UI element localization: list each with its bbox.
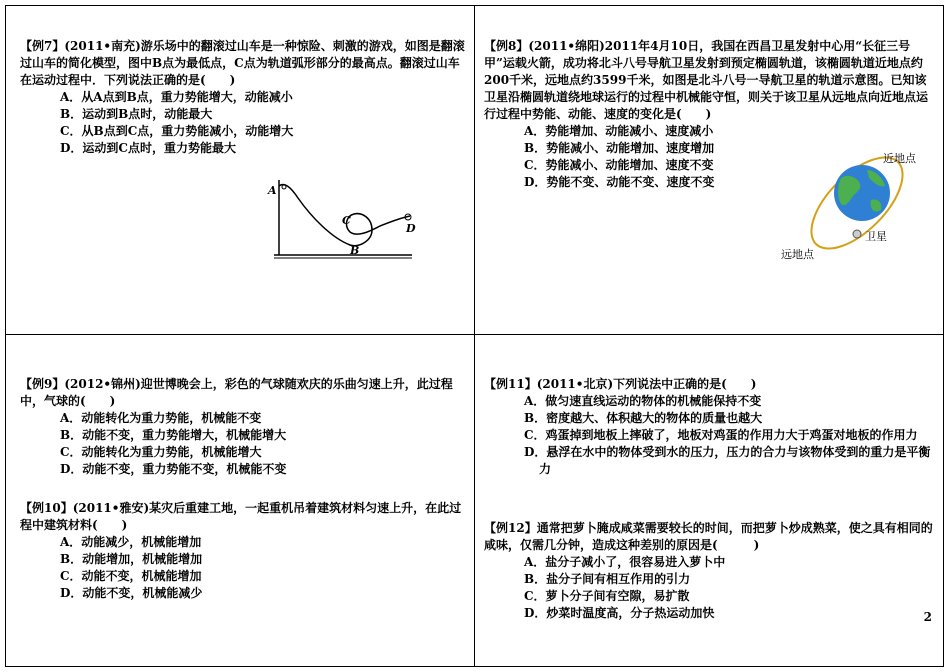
page-number: 2 [923, 610, 932, 624]
question-label: 【例10】 [20, 501, 73, 515]
option-c: C．萝卜分子间有空隙，易扩散 [524, 589, 690, 603]
question-11-stem [484, 376, 934, 393]
option-a: A．盐分子减小了，很容易进入萝卜中 [524, 555, 726, 569]
option-a: A．做匀速直线运动的物体的机械能保持不变 [524, 394, 762, 408]
vertical-divider [474, 5, 475, 667]
question-7 [20, 38, 465, 157]
option-d: D．运动到C点时，重力势能最大 [60, 141, 236, 155]
question-text: (2011•北京)下列说法中正确的是( ) [536, 377, 757, 391]
roller-coaster-figure [262, 170, 422, 262]
option-b: B．盐分子间有相互作用的引力 [524, 572, 691, 586]
option-c: C．动能转化为重力势能，机械能增大 [60, 445, 262, 459]
option-a: A．动能减少，机械能增加 [60, 535, 202, 549]
question-12 [484, 520, 934, 622]
option-a: A．动能转化为重力势能，机械能不变 [60, 411, 262, 425]
question-label: 【例8】 [484, 39, 529, 53]
question-label: 【例12】 [484, 521, 537, 535]
question-7-stem [20, 38, 465, 89]
option-a: A．从A点到B点，重力势能增大，动能减小 [60, 90, 293, 104]
option-c: C．动能不变，机械能增加 [60, 569, 202, 583]
option-d: D．悬浮在水中的物体受到水的压力，压力的合力与该物体受到的重力是平衡力 [524, 445, 931, 476]
near-point-label: 近地点 [883, 152, 916, 165]
option-c: C．势能减小、动能增加、速度不变 [524, 158, 714, 172]
figure-label-d: D [406, 222, 416, 235]
satellite-orbit-figure [775, 148, 935, 263]
horizontal-divider [5, 334, 944, 335]
figure-label-b: B [350, 244, 360, 257]
question-9 [20, 376, 465, 478]
option-d: D．势能不变、动能不变、速度不变 [524, 175, 715, 189]
question-text: (2012•锦州)迎世博晚会上，彩色的气球随欢庆的乐曲匀速上升，此过程中，气球的( ) [20, 377, 453, 408]
question-10 [20, 500, 465, 602]
question-text: (2011•南充)游乐场中的翻滚过山车是一种惊险、刺激的游戏，如图是翻滚过山车的简化模型，图中B点为最低点，C点为轨道弧形部分的最高点。翻滚过山车在运动过程中．下列说法正确的是( ) [20, 39, 465, 87]
figure-label-a: A [268, 184, 277, 197]
question-11 [484, 376, 934, 478]
satellite-label: 卫星 [865, 230, 887, 243]
option-b: B．动能增加，机械能增加 [60, 552, 203, 566]
question-label: 【例7】 [20, 39, 65, 53]
option-a: A．势能增加、动能减小、速度减小 [524, 124, 714, 138]
option-d: D．炒菜时温度高，分子热运动加快 [524, 606, 715, 620]
question-text: (2011•雅安)某灾后重建工地，一起重机吊着建筑材料匀速上升，在此过程中建筑材料( ) [20, 501, 462, 532]
question-text: 通常把萝卜腌成咸菜需要较长的时间，而把萝卜炒成熟菜，使之具有相同的咸味，仅需几分钟，造成这种差别的原因是( ) [484, 521, 933, 552]
option-c: C．从B点到C点，重力势能减小，动能增大 [60, 124, 294, 138]
option-b: B．运动到B点时，动能最大 [60, 107, 213, 121]
figure-label-c: C [342, 214, 351, 227]
option-c: C．鸡蛋掉到地板上摔破了，地板对鸡蛋的作用力大于鸡蛋对地板的作用力 [524, 428, 918, 442]
question-10-stem [20, 500, 465, 534]
question-label: 【例9】 [20, 377, 65, 391]
far-point-label: 远地点 [781, 248, 814, 261]
question-9-stem [20, 376, 465, 410]
option-d: D．动能不变，重力势能不变，机械能不变 [60, 462, 287, 476]
option-b: B．密度越大、体积越大的物体的质量也越大 [524, 411, 763, 425]
question-text: (2011•绵阳)2011年4月10日，我国在西昌卫星发射中心用“长征三号甲”运载火箭，成功将北斗八号导航卫星发射到预定椭圆轨道，该椭圆轨道近地点约200千米，远地点约3599千米，如图是北斗八号一导航卫星的轨道示意图。已知该卫星沿椭圆轨道绕地球运行的过程中机械能守恒，则关于该卫星从远地点向近地点运行过程中势能、动能、速度的变化是( ) [484, 39, 929, 121]
question-8-stem [484, 38, 934, 123]
option-b: B．动能不变，重力势能增大，机械能增大 [60, 428, 287, 442]
question-12-stem [484, 520, 934, 554]
option-d: D．动能不变，机械能减少 [60, 586, 203, 600]
option-b: B．势能减小、动能增加、速度增加 [524, 141, 715, 155]
question-label: 【例11】 [484, 377, 537, 391]
